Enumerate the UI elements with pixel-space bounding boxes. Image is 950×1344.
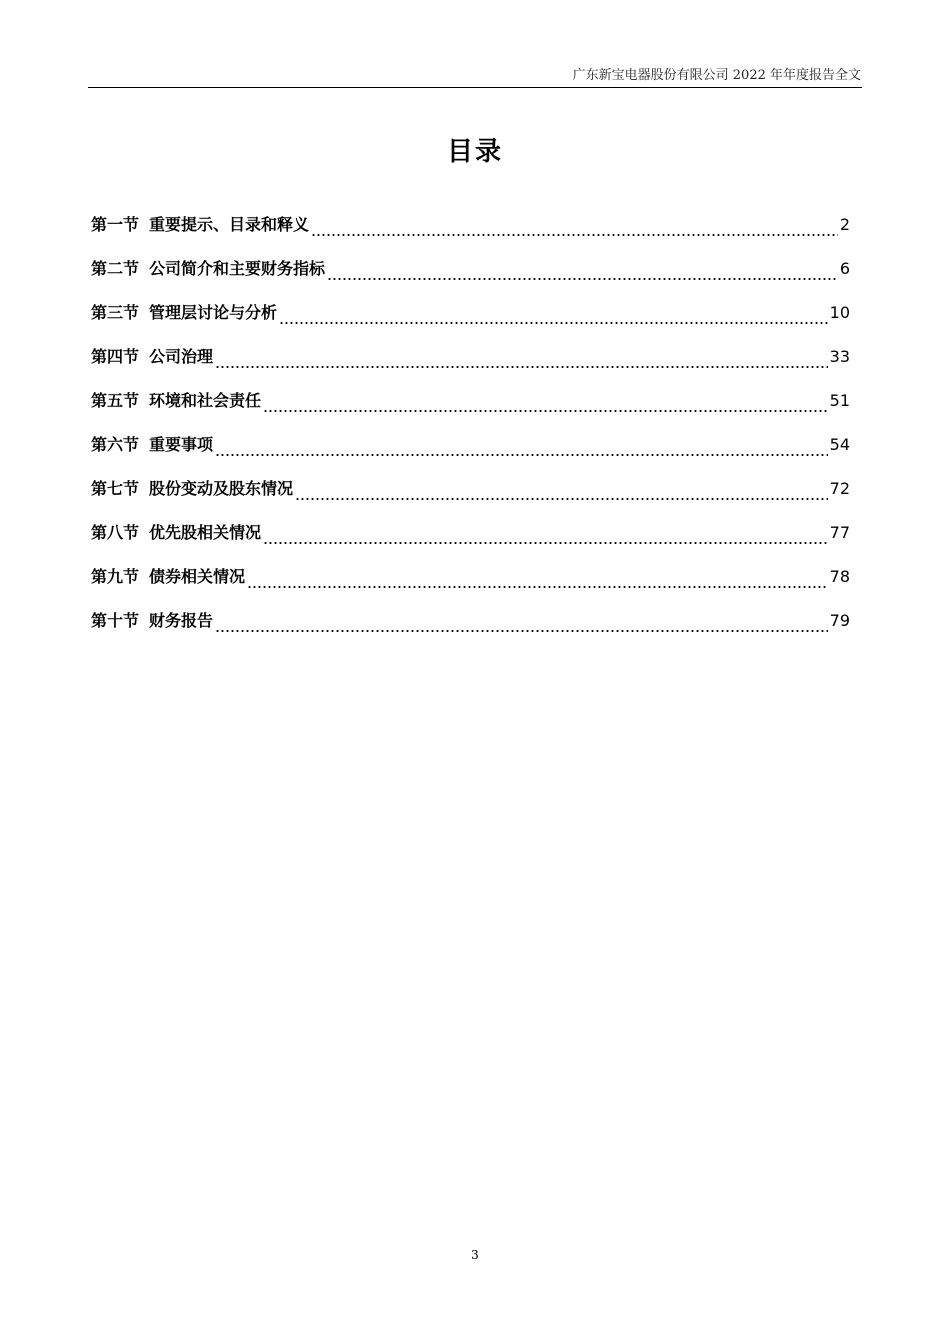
toc-page-number: 6 bbox=[839, 259, 850, 278]
toc-entry-3[interactable] bbox=[91, 300, 850, 344]
toc-entry-9[interactable] bbox=[91, 564, 850, 608]
toc-entry-8[interactable] bbox=[91, 520, 850, 564]
dot-leader bbox=[279, 321, 828, 325]
toc-entry-4[interactable] bbox=[91, 344, 850, 388]
table-of-contents bbox=[91, 212, 850, 652]
dot-leader bbox=[263, 541, 828, 545]
dot-leader bbox=[247, 585, 828, 589]
page-footer-number: 3 bbox=[471, 1248, 479, 1262]
dot-leader bbox=[263, 409, 828, 413]
toc-section-title: 股份变动及股东情况 bbox=[149, 479, 294, 498]
toc-section-title: 债券相关情况 bbox=[149, 567, 246, 586]
dot-leader bbox=[215, 365, 828, 369]
toc-page-number: 77 bbox=[829, 523, 850, 542]
toc-section-number: 第一节 bbox=[91, 215, 140, 234]
toc-section-title: 重要事项 bbox=[149, 435, 214, 454]
toc-entry-2[interactable] bbox=[91, 256, 850, 300]
dot-leader bbox=[327, 277, 838, 281]
toc-section-number: 第七节 bbox=[91, 479, 140, 498]
toc-section-number: 第八节 bbox=[91, 523, 140, 542]
toc-section-title: 公司简介和主要财务指标 bbox=[149, 259, 326, 278]
toc-entry-6[interactable] bbox=[91, 432, 850, 476]
toc-page-number: 33 bbox=[829, 347, 850, 366]
toc-section-number: 第六节 bbox=[91, 435, 140, 454]
toc-section-number: 第三节 bbox=[91, 303, 140, 322]
toc-page-number: 54 bbox=[829, 435, 850, 454]
toc-section-number: 第五节 bbox=[91, 391, 140, 410]
toc-section-title: 重要提示、目录和释义 bbox=[149, 215, 310, 234]
dot-leader bbox=[215, 629, 828, 633]
toc-section-number: 第二节 bbox=[91, 259, 140, 278]
toc-page-number: 10 bbox=[829, 303, 850, 322]
toc-section-title: 财务报告 bbox=[149, 611, 214, 630]
toc-page-number: 51 bbox=[829, 391, 850, 410]
toc-section-title: 管理层讨论与分析 bbox=[149, 303, 278, 322]
toc-entry-7[interactable] bbox=[91, 476, 850, 520]
header-divider bbox=[88, 87, 862, 88]
toc-section-title: 优先股相关情况 bbox=[149, 523, 262, 542]
toc-entry-1[interactable] bbox=[91, 212, 850, 256]
toc-page-number: 2 bbox=[839, 215, 850, 234]
toc-page-number: 72 bbox=[829, 479, 850, 498]
page-title: 目录 bbox=[446, 137, 503, 167]
dot-leader bbox=[311, 233, 838, 237]
toc-section-title: 环境和社会责任 bbox=[149, 391, 262, 410]
dot-leader bbox=[295, 497, 828, 501]
toc-page-number: 78 bbox=[829, 567, 850, 586]
toc-entry-5[interactable] bbox=[91, 388, 850, 432]
toc-section-title: 公司治理 bbox=[149, 347, 214, 366]
toc-section-number: 第四节 bbox=[91, 347, 140, 366]
running-header: 广东新宝电器股份有限公司 2022 年年度报告全文 bbox=[572, 68, 861, 83]
toc-entry-10[interactable] bbox=[91, 608, 850, 652]
toc-section-number: 第十节 bbox=[91, 611, 140, 630]
toc-page-number: 79 bbox=[829, 611, 850, 630]
toc-section-number: 第九节 bbox=[91, 567, 140, 586]
dot-leader bbox=[215, 453, 828, 457]
